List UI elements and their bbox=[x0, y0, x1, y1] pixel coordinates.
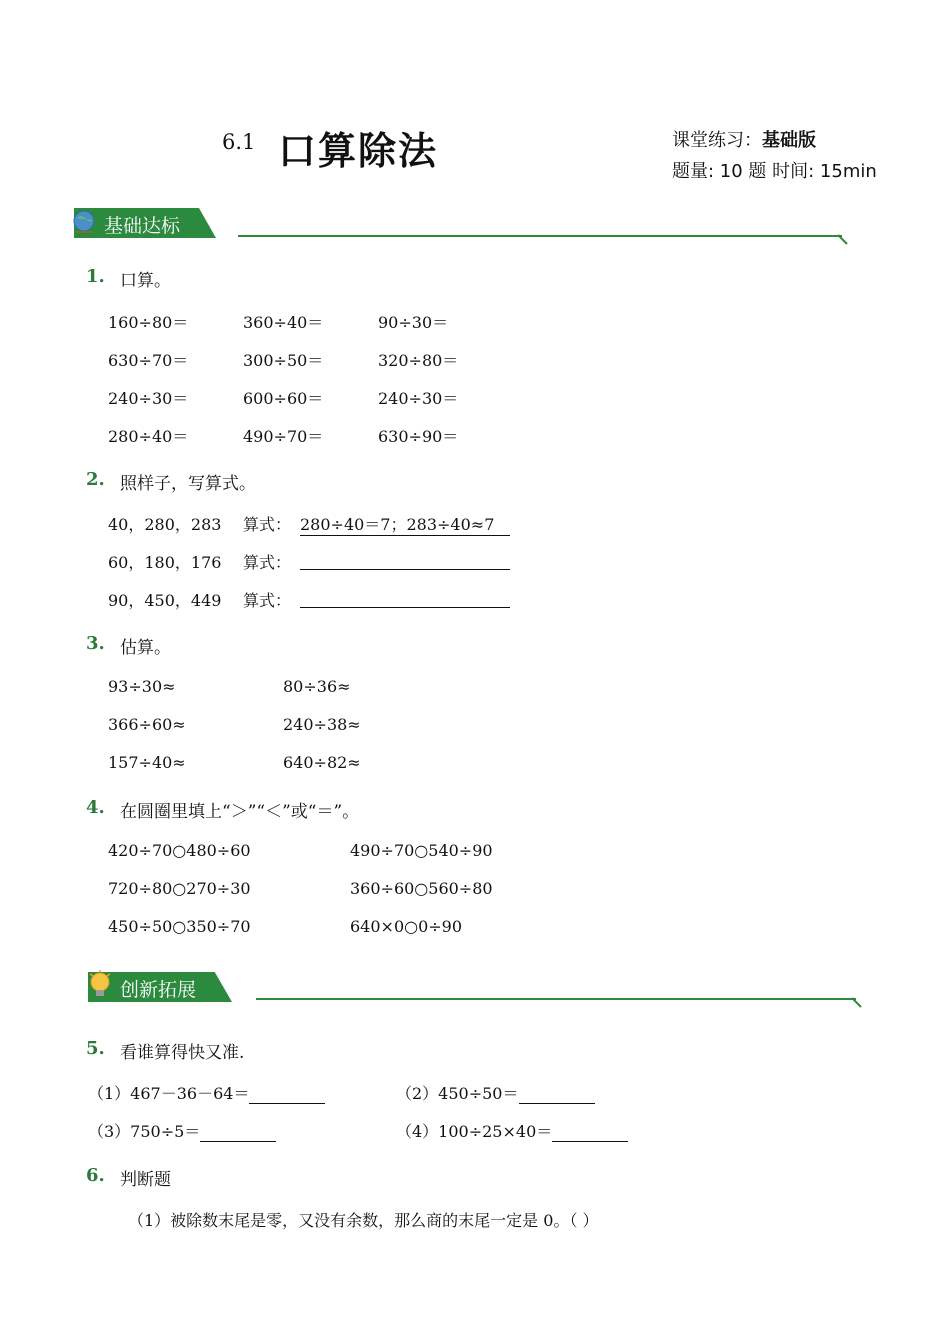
calc-item: 600÷60＝ bbox=[243, 389, 324, 408]
answer-blank[interactable] bbox=[519, 1087, 595, 1104]
globe-icon bbox=[72, 208, 100, 238]
section-banner-basic bbox=[74, 208, 216, 238]
compare-item: 450÷50○350÷70 bbox=[108, 917, 251, 936]
practice-type-value: 基础版 bbox=[762, 130, 816, 151]
compare-item: 360÷60○560÷80 bbox=[350, 879, 493, 898]
calc-item: 300÷50＝ bbox=[243, 351, 324, 370]
calc-item: 320÷80＝ bbox=[378, 351, 459, 370]
answer-blank[interactable] bbox=[200, 1125, 276, 1142]
calc-expression: （2）450÷50＝ bbox=[396, 1084, 519, 1103]
estimate-item: 93÷30≈ bbox=[108, 677, 176, 696]
calc-item bbox=[88, 1081, 325, 1104]
calc-expression: （4）100÷25×40＝ bbox=[396, 1122, 553, 1141]
estimate-item: 240÷38≈ bbox=[283, 715, 361, 734]
page-title: 口算除法 bbox=[278, 128, 439, 173]
question-text: 口算。 bbox=[120, 271, 171, 291]
section-number: 6.1 bbox=[222, 130, 256, 154]
calc-item: 90÷30＝ bbox=[378, 313, 449, 332]
estimate-item: 157÷40≈ bbox=[108, 753, 186, 772]
calc-expression: （1）467－36－64＝ bbox=[88, 1084, 250, 1103]
formula-label: 算式： bbox=[243, 591, 292, 610]
example-answer: 280÷40＝7；283÷40≈7 bbox=[300, 512, 510, 536]
question-number: 2. bbox=[86, 469, 105, 490]
calc-item: 280÷40＝ bbox=[108, 427, 189, 446]
calc-expression: （3）750÷5＝ bbox=[88, 1122, 201, 1141]
section-divider bbox=[238, 235, 842, 237]
calc-item: 490÷70＝ bbox=[243, 427, 324, 446]
answer-blank[interactable] bbox=[300, 553, 510, 570]
calc-item: 240÷30＝ bbox=[108, 389, 189, 408]
answer-blank[interactable] bbox=[300, 591, 510, 608]
formula-label: 算式： bbox=[243, 515, 292, 534]
practice-type-label: 课堂练习： bbox=[672, 130, 762, 151]
question-text: 估算。 bbox=[120, 638, 171, 658]
question-text: 看谁算得快又准. bbox=[120, 1043, 245, 1063]
calc-item: 630÷90＝ bbox=[378, 427, 459, 446]
compare-item: 720÷80○270÷30 bbox=[108, 879, 251, 898]
quiz-meta: 题量: 10 题 时间: 15min bbox=[672, 161, 877, 182]
compare-item: 420÷70○480÷60 bbox=[108, 841, 251, 860]
answer-blank[interactable] bbox=[552, 1125, 628, 1142]
compare-item: 490÷70○540÷90 bbox=[350, 841, 493, 860]
estimate-item: 80÷36≈ bbox=[283, 677, 351, 696]
calc-item bbox=[88, 1119, 276, 1142]
question-number: 3. bbox=[86, 633, 105, 654]
question-number: 6. bbox=[86, 1165, 105, 1186]
calc-item: 630÷70＝ bbox=[108, 351, 189, 370]
calc-item bbox=[396, 1119, 628, 1142]
lightbulb-icon bbox=[88, 970, 114, 1002]
divider-end-mark bbox=[838, 234, 850, 246]
compare-item: 640×0○0÷90 bbox=[350, 917, 463, 936]
answer-blank[interactable] bbox=[249, 1087, 325, 1104]
calc-item: 160÷80＝ bbox=[108, 313, 189, 332]
judge-item: （1）被除数末尾是零，又没有余数，那么商的末尾一定是 0。（ ） bbox=[128, 1211, 599, 1230]
calc-item: 240÷30＝ bbox=[378, 389, 459, 408]
section-banner-extend bbox=[88, 972, 232, 1002]
formula-label: 算式： bbox=[243, 553, 292, 572]
practice-type bbox=[672, 126, 816, 152]
estimate-item: 640÷82≈ bbox=[283, 753, 361, 772]
question-number: 4. bbox=[86, 797, 105, 818]
estimate-item: 366÷60≈ bbox=[108, 715, 186, 734]
question-number: 5. bbox=[86, 1038, 105, 1059]
question-text: 在圆圈里填上“＞”“＜”或“＝”。 bbox=[120, 802, 360, 822]
question-number: 1. bbox=[86, 266, 105, 287]
section-title-extend: 创新拓展 bbox=[120, 979, 197, 1001]
question-text: 照样子，写算式。 bbox=[120, 474, 256, 494]
number-set: 90，450，449 bbox=[108, 591, 222, 610]
question-text: 判断题 bbox=[120, 1170, 171, 1190]
calc-item: 360÷40＝ bbox=[243, 313, 324, 332]
number-set: 40，280，283 bbox=[108, 515, 222, 534]
divider-end-mark bbox=[852, 997, 864, 1009]
section-title-basic: 基础达标 bbox=[104, 215, 181, 237]
calc-item bbox=[396, 1081, 595, 1104]
number-set: 60，180，176 bbox=[108, 553, 222, 572]
section-divider bbox=[256, 998, 856, 1000]
